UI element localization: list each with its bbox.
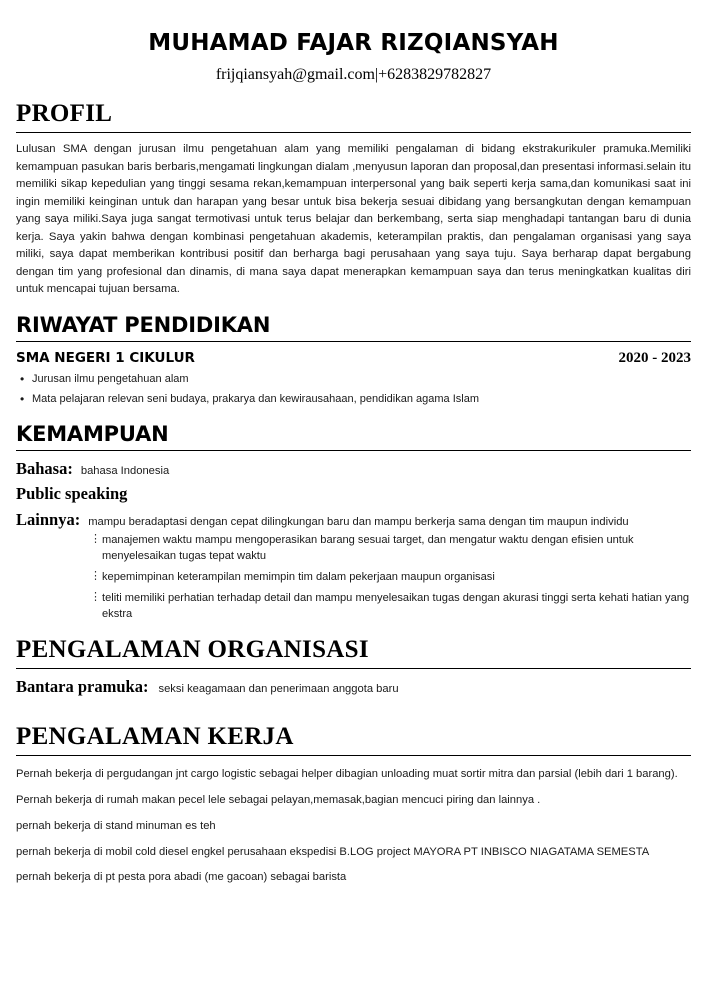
list-item: • Mata pelajaran relevan seni budaya, prakarya dan kewirausahaan, pendidikan agama Islam <box>16 391 691 408</box>
section-divider-work <box>16 755 691 756</box>
list-item: • Jurusan ilmu pengetahuan alam <box>16 371 691 388</box>
work-list <box>16 766 691 886</box>
section-title-education: RIWAYAT PENDIDIKAN <box>16 312 271 337</box>
skill-language-value: bahasa Indonesia <box>80 464 170 477</box>
section-title-work: PENGALAMAN KERJA <box>16 723 294 751</box>
skill-others <box>16 510 691 530</box>
list-item: pernah bekerja di pt pesta pora abadi (me gacoan) sebagai barista <box>16 871 347 884</box>
profile-text: Lulusan SMA dengan jurusan ilmu pengetahuan alam yang memiliki pengalaman di bidang ekstrakurikuler pramuka.Memiliki kemampuan pasukan baris berbaris,mengamati lingkungan dialam ,menyusun laporan dan proposal,dan presentasi informasi.selain itu memiliki sikap kepedulian yang tinggi sesama rekan,kemampuan interpersonal yang baik seperti kerja sama,dan komunikasi saat ini ingin memiliki keinginan untuk dan harapan yang besar untuk bisa bekerja sesuai dibidang yang bersangkutan dengan kemampuan yang saya miliki.Saya juga sangat termotivasi untuk terus belajar dan berkembang, serta siap menghadapi tantangan baru di dunia kerja. Saya yakin bahwa dengan kombinasi pengetahuan akademis, keterampilan praktis, dan pengalaman organisasi yang saya miliki, saya dapat memberikan kontribusi positif dan berharga bagi perusahaan yang saya tuju. Saya berharap dapat bergabung dengan tim yang profesional dan dinamis, di mana saya dapat menerapkan kemampuan saya dan terus meningkatkan kualitas diri untuk mencapai tujuan bersama. <box>16 143 691 295</box>
skill-others-first: mampu beradaptasi dengan cepat dilingkungan baru dan mampu berkerja sama dengan tim maupun individu <box>88 515 629 528</box>
candidate-name: MUHAMAD FAJAR RIZQIANSYAH <box>148 30 559 56</box>
list-item: Pernah bekerja di rumah makan pecel lele sebagai pelayan,memasak,bagian mencuci piring dan lainnya . <box>16 793 541 806</box>
section-divider-education <box>16 341 691 342</box>
list-item: ⋮ teliti memiliki perhatian terhadap detail dan mampu menyelesaikan tugas dengan akurasi tinggi serta kehati hatian yang ekstra <box>90 590 691 622</box>
section-title-skills: KEMAMPUAN <box>16 421 169 446</box>
education-school: SMA NEGERI 1 CIKULUR <box>16 349 195 366</box>
organization-label: Bantara pramuka: <box>16 677 149 697</box>
list-item: pernah bekerja di stand minuman es teh <box>16 819 216 832</box>
section-title-organization: PENGALAMAN ORGANISASI <box>16 636 369 664</box>
skill-others-label: Lainnya: <box>16 509 81 529</box>
skill-language <box>16 459 691 479</box>
section-title-profile: PROFIL <box>16 100 113 127</box>
education-bullets <box>16 371 691 408</box>
contact-line: frijqiansyah@gmail.com|+6283829782827 <box>215 66 492 83</box>
organization-entry <box>16 677 691 697</box>
skill-public-speaking: Public speaking <box>16 483 128 503</box>
section-divider-profile <box>16 132 691 133</box>
list-item: ⋮ kepemimpinan keterampilan memimpin tim dalam pekerjaan maupun organisasi <box>90 569 691 585</box>
education-entry <box>16 350 691 367</box>
list-item: pernah bekerja di mobil cold diesel engkel perusahaan ekspedisi B.LOG project MAYORA PT INBISCO NIAGATAMA SEMESTA <box>16 845 650 858</box>
section-divider-organization <box>16 668 691 669</box>
list-item: Pernah bekerja di pergudangan jnt cargo logistic sebagai helper dibagian unloading muat sortir mitra dan parsial (lebih dari 1 barang). <box>16 768 678 781</box>
list-item: ⋮ manajemen waktu mampu mengoperasikan barang sesuai target, dan mengatur waktu dengan efisien untuk menyelesaikan tugas tepat waktu <box>90 532 691 564</box>
skill-others-list <box>16 532 691 622</box>
skill-language-label: Bahasa: <box>16 458 73 478</box>
organization-value: seksi keagamaan dan penerimaan anggota baru <box>158 683 399 696</box>
education-years: 2020 - 2023 <box>618 349 691 366</box>
section-divider-skills <box>16 450 691 451</box>
